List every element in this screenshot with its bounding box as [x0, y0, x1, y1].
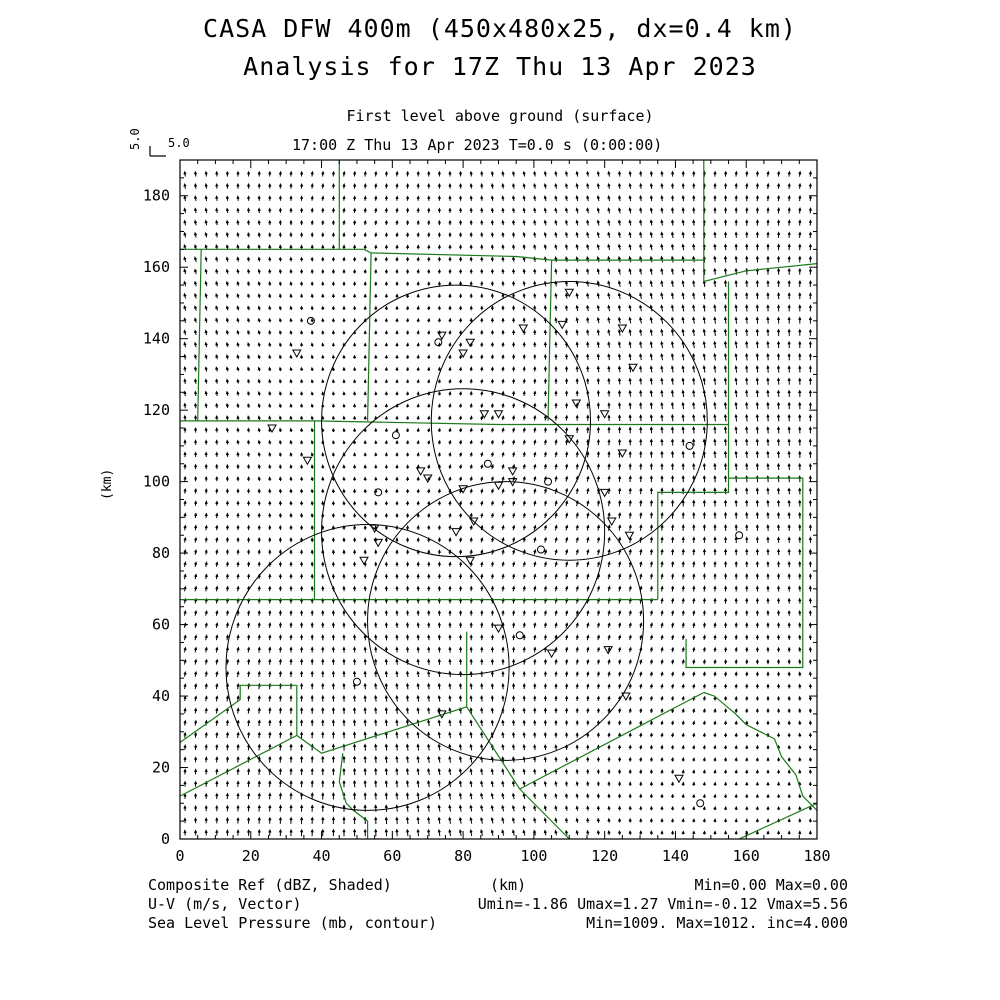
station-triangle-marker [558, 321, 566, 328]
station-circle-marker [516, 632, 523, 639]
station-triangle-marker [548, 650, 556, 657]
station-triangle-marker [417, 468, 425, 475]
footer-ref-label: Composite Ref (dBZ, Shaded) [148, 876, 392, 894]
station-triangle-marker [303, 457, 311, 464]
y-tick-label: 120 [142, 401, 170, 420]
y-tick-label: 0 [160, 830, 170, 848]
x-tick-label: 180 [803, 847, 831, 865]
chart-title-line1: CASA DFW 400m (450x480x25, dx=0.4 km) [203, 14, 797, 43]
county-boundary-line [467, 693, 704, 790]
x-tick-label: 40 [312, 847, 331, 865]
wind-vector-field [184, 172, 812, 836]
vector-scale-icon [150, 146, 166, 156]
radar-range-rings [226, 282, 707, 811]
radar-range-ring [368, 482, 644, 761]
x-tick-label: 100 [520, 847, 548, 865]
county-boundary-line [198, 249, 202, 421]
footer-pressure-label: Sea Level Pressure (mb, contour) [148, 914, 437, 932]
station-triangle-marker [293, 350, 301, 357]
footer-wind-label: U-V (m/s, Vector) [148, 895, 302, 913]
y-axis-label: (km) [100, 468, 115, 500]
y-tick-label: 40 [151, 687, 170, 706]
station-circle-marker [545, 478, 552, 485]
radar-range-ring [322, 389, 605, 675]
station-circle-marker [392, 432, 399, 439]
station-triangle-marker [625, 532, 633, 539]
station-triangle-marker [495, 625, 503, 632]
station-circle-marker [484, 460, 491, 467]
station-triangle-marker [519, 325, 527, 332]
wind-vectors [184, 172, 812, 836]
x-tick-label: 60 [383, 847, 402, 865]
vector-scale-rotated-label: 5.0 [128, 128, 142, 150]
county-boundary-line [368, 253, 372, 421]
station-triangle-marker [601, 411, 609, 418]
x-axis-label: (km) [490, 876, 527, 894]
county-boundary-line [180, 249, 817, 281]
x-tick-label: 160 [732, 847, 760, 865]
vector-scale-label: 5.0 [168, 136, 190, 150]
station-circle-marker [686, 442, 693, 449]
x-tick-label: 0 [175, 847, 185, 865]
chart-subtitle: First level above ground (surface) [346, 107, 654, 125]
chart-title-line2: Analysis for 17Z Thu 13 Apr 2023 [243, 52, 757, 81]
y-tick-label: 100 [142, 472, 170, 491]
county-boundary-line [548, 260, 552, 421]
county-boundary-line [686, 478, 803, 667]
station-triangle-marker [495, 482, 503, 489]
county-boundary-line [339, 753, 367, 839]
valid-time-label: 17:00 Z Thu 13 Apr 2023 T=0.0 s (0:00:00) [292, 136, 663, 154]
station-circle-marker [353, 678, 360, 685]
county-boundary-line [180, 421, 729, 425]
county-boundaries [180, 160, 817, 839]
station-circle-marker [537, 546, 544, 553]
footer-wind-range: Umin=-1.86 Umax=1.27 Vmin=-0.12 Vmax=5.56 [477, 895, 848, 913]
station-triangle-marker [675, 775, 683, 782]
station-circle-marker [697, 800, 704, 807]
y-tick-label: 20 [151, 758, 170, 777]
station-triangle-marker [572, 400, 580, 407]
station-triangle-marker [495, 411, 503, 418]
x-tick-label: 140 [661, 847, 689, 865]
station-triangle-marker [604, 647, 612, 654]
y-tick-label: 180 [142, 186, 170, 205]
station-triangle-marker [452, 529, 460, 536]
y-tick-label: 140 [142, 329, 170, 348]
county-boundary-line [297, 632, 467, 754]
x-tick-label: 80 [454, 847, 473, 865]
footer-ref-range: Min=0.00 Max=0.00 [694, 876, 848, 894]
x-tick-label: 120 [591, 847, 619, 865]
x-tick-label: 20 [241, 847, 260, 865]
y-tick-label: 60 [151, 615, 170, 634]
y-tick-label: 80 [151, 544, 170, 563]
y-axis-ticks [143, 160, 817, 848]
station-triangle-marker [360, 557, 368, 564]
station-triangle-marker [601, 489, 609, 496]
station-circle-marker [736, 532, 743, 539]
station-triangle-marker [466, 557, 474, 564]
station-triangle-marker [608, 518, 616, 525]
footer-pressure-range: Min=1009. Max=1012. inc=4.000 [586, 914, 848, 932]
y-tick-label: 160 [142, 258, 170, 277]
station-triangle-marker [424, 475, 432, 482]
plot-frame [180, 160, 817, 839]
